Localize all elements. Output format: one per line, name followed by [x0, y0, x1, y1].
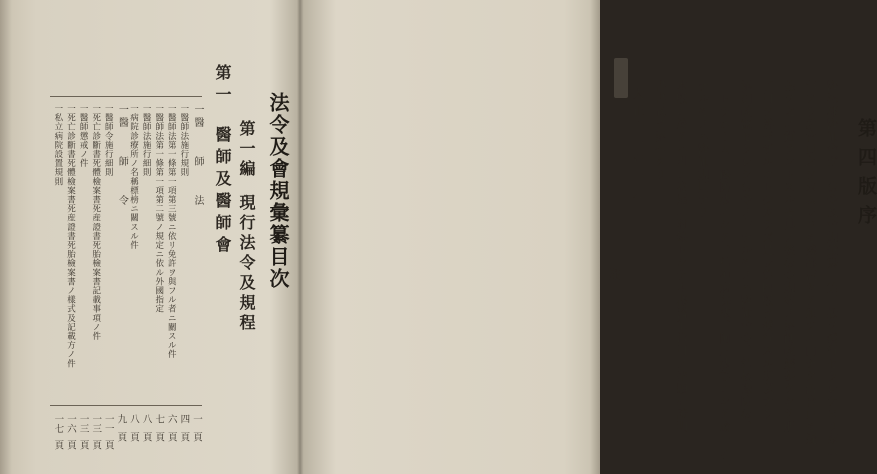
part-number: 第一編 — [237, 120, 256, 180]
toc-entry-title: 一醫師法施行規則 — [178, 104, 189, 177]
toc-entry-title: 一醫 師 法 — [192, 104, 203, 208]
preface-date: 大正十一年一月 — [631, 88, 646, 204]
part-name: 現行法令及規程 — [237, 194, 256, 334]
toc-entry-page-unit: 頁 — [140, 432, 152, 442]
toc-entry-page: 一 — [191, 414, 202, 424]
toc-rule-top — [50, 96, 202, 97]
toc-entry-page: 一七 — [52, 414, 64, 433]
preface-line: 「トラホーム」豫防法ニシテ、精神病院法、阿片法等ニシテ廢止ノ主 — [718, 80, 732, 471]
toc-entry-page-unit: 頁 — [178, 432, 190, 442]
preface-line: 添加改竄セラレシ法令ノ主ナルモノハ醫師會令、結核豫防法、 — [739, 80, 754, 433]
preface-signature: 識 — [607, 268, 621, 282]
toc-entry-page: 九 — [115, 414, 127, 424]
toc-entry-title: 一醫師令施行細則 — [103, 104, 114, 177]
toc-entry-page: 一六 — [65, 414, 76, 433]
toc-entry-page-unit: 頁 — [52, 440, 64, 450]
toc-entry-page: 六 — [165, 414, 177, 424]
chapter-heading — [214, 64, 230, 258]
toc-entry-page: 一三 — [77, 414, 89, 433]
toc-entry-title: 一死亡診斷書死體檢案書死産證書死胎檢案書記載事項ノ件 — [90, 104, 101, 341]
chapter-name: 醫師及醫師會 — [213, 126, 232, 258]
toc-entry-page-unit: 頁 — [115, 432, 127, 442]
part-heading — [238, 120, 254, 334]
toc-entry-page-unit: 頁 — [102, 440, 114, 450]
preface-line: 醫海郡醫師會ガ「法令及會規彙纂」第三版ヲ發行セラレテヨリ茲ニ — [825, 80, 840, 458]
toc-entry-title: 一死亡診斷書死體檢案書死産證書死胎檢案書ノ樣式及記載方ノ件 — [65, 104, 76, 368]
page-edge-shadow — [0, 0, 12, 474]
toc-entry-page: 七 — [153, 414, 165, 424]
preface-page — [302, 0, 877, 474]
toc-entry-page: 八 — [128, 414, 139, 424]
toc-entry-title: 一醫師懲戒ノ件 — [78, 104, 89, 168]
toc-entry-title: 一醫師法第一條第一項第三號ニ依リ免許ヲ與フル者ニ關スル件 — [166, 104, 177, 359]
toc-entry-title: 一醫師法施行細則 — [141, 104, 152, 177]
preface-line: ナルモノハ醫師規則ナリ — [696, 80, 711, 219]
toc-entry-page-unit: 頁 — [191, 432, 202, 442]
toc-entry-title: 一病院診療所ノ名稱標榜ニ關スル件 — [128, 104, 139, 250]
toc-entry-title: 一醫師法第一條第一項第二號ノ規定ニ依ル外國指定 — [153, 104, 164, 314]
toc-entry-page-unit: 頁 — [153, 432, 165, 442]
preface-title: 第四版序 — [855, 118, 877, 234]
preface-line: 書書式ヲ添ヘタリ — [653, 80, 668, 181]
toc-entry-title: 一私立病院設置規則 — [52, 104, 63, 186]
toc-entry-page-unit: 頁 — [65, 440, 76, 450]
toc-page — [0, 0, 298, 474]
toc-entry-page: 八 — [140, 414, 152, 424]
preface-line: 義ヲ之ニ質サントスルモ其ノ後法令規約ノ添削改變多クシテ册 — [782, 80, 797, 433]
toc-entry-page-unit: 頁 — [165, 432, 177, 442]
toc-entry-page: 四 — [178, 414, 190, 424]
chapter-number: 第一 — [213, 64, 232, 108]
toc-entry-page: 一一 — [102, 414, 114, 433]
toc-title: 法令及會規彙纂目次 — [266, 92, 290, 290]
preface-line: 年アリ新會員之ヲ求ムレドモ殘部盡キテ頒ツニ由ナク舊會員モ疑 — [804, 80, 818, 446]
toc-rule-bottom — [50, 405, 202, 406]
toc-entry-page: 一三 — [90, 414, 102, 433]
page-edge-shadow — [590, 0, 600, 474]
toc-entry-page-unit: 頁 — [90, 440, 102, 450]
preface-line: 本版ニ於テハ別ニ卷尾ニ附錄トシテ本郡醫師常用ノ諸願届證明 — [675, 80, 689, 433]
toc-entry-title: 一醫 師 令 — [116, 104, 128, 208]
preface-line: 子用ヲ辨ゼザルコト少カラズ是レ第四版ヲ發行スル所以ナリ — [761, 80, 775, 421]
toc-entry-page-unit: 頁 — [77, 440, 89, 450]
faded-stamp — [614, 58, 628, 98]
toc-entry-page-unit: 頁 — [128, 432, 139, 442]
